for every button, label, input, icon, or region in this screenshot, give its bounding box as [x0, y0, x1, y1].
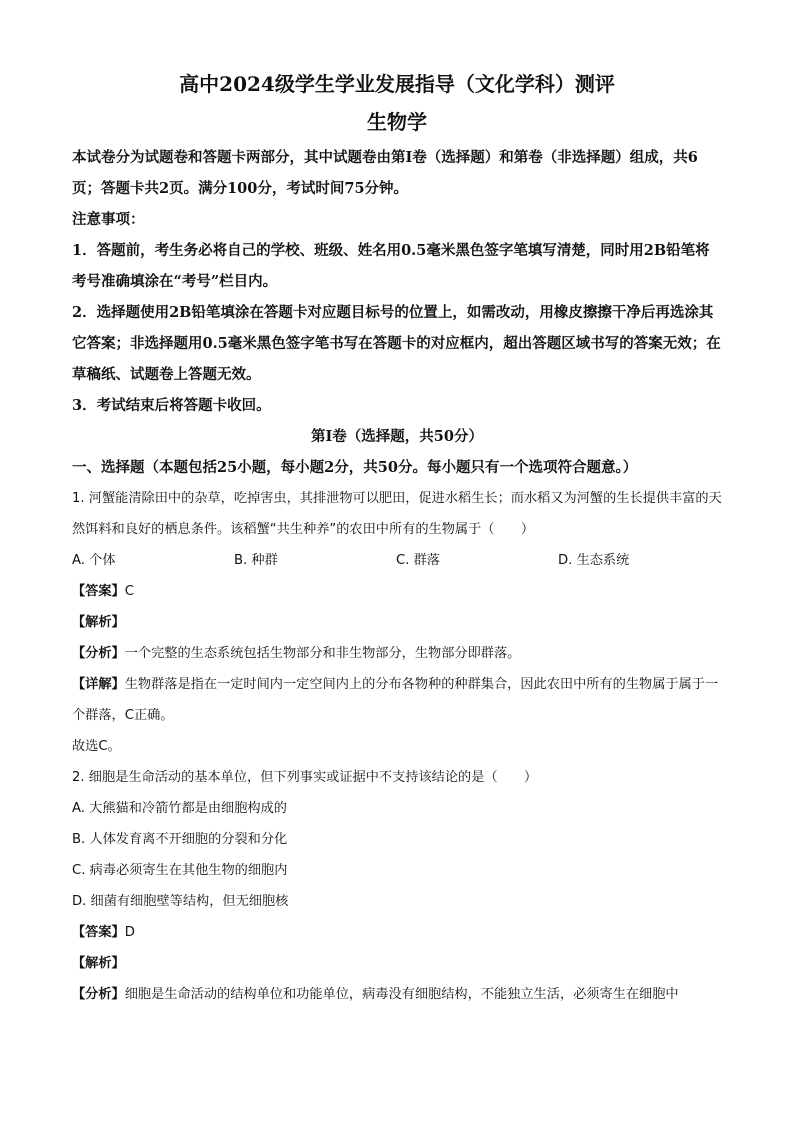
question-1-option-b: B. 种群: [234, 553, 278, 568]
question-1-options: [72, 545, 722, 576]
notice-title: 注意事项：: [72, 211, 145, 228]
question-1-conclusion: 故选C。: [72, 739, 121, 754]
question-1-option-d: D. 生态系统: [558, 553, 630, 568]
fenxi-text: 一个完整的生态系统包括生物部分和非生物部分，生物部分即群落。: [124, 646, 521, 661]
fenxi-label: 【分析】: [72, 987, 125, 1002]
intro-paragraph: 本试卷分为试题卷和答题卡两部分，其中试题卷由第I卷（选择题）和第卷（非选择题）组成，共6页；答题卡共2页。满分100分，考试时间75分钟。: [72, 149, 698, 197]
question-2-fenxi: [72, 979, 722, 1010]
notice-item-1: 1．答题前，考生务必将自己的学校、班级、姓名用0.5毫米黑色签字笔填写清楚，同时用2B铅笔将考号准确填涂在“考号”栏目内。: [72, 242, 710, 290]
question-1-option-c: C. 群落: [396, 553, 440, 568]
question-1-fenxi: [72, 638, 722, 669]
answer-label: 【答案】: [72, 584, 125, 599]
question-2-analysis-label: [72, 948, 722, 979]
section-instruction: 一、选择题（本题包括25小题，每小题2分，共50分。每小题只有一个选项符合题意。）: [72, 459, 638, 476]
question-2-option-c: C. 病毒必须寄生在其他生物的细胞内: [72, 863, 288, 878]
question-1-analysis-label: [72, 607, 722, 638]
analysis-label: 【解析】: [72, 615, 125, 630]
analysis-label: 【解析】: [72, 956, 125, 971]
question-1-stem: 1. 河蟹能清除田中的杂草，吃掉害虫，其排泄物可以肥田，促进水稻生长；而水稻又为河蟹的生长提供丰富的天然饵料和良好的栖息条件。该稻蟹“共生种养”的农田中所有的生物属于（ ）: [72, 491, 722, 537]
question-2-stem: 2. 细胞是生命活动的基本单位，但下列事实或证据中不支持该结论的是（ ）: [72, 770, 538, 785]
answer-value: D: [124, 925, 135, 940]
xiangjie-label: 【详解】: [72, 677, 125, 692]
question-1-answer: [72, 576, 722, 607]
question-2-option-b: B. 人体发育离不开细胞的分裂和分化: [72, 832, 288, 847]
exam-page: [72, 70, 722, 1010]
question-2-answer: [72, 917, 722, 948]
question-1-option-a: A. 个体: [72, 553, 116, 568]
question-1-xiangjie: [72, 669, 722, 731]
answer-value: C: [124, 584, 134, 599]
notice-item-2: 2．选择题使用2B铅笔填涂在答题卡对应题目标号的位置上，如需改动，用橡皮擦擦干净后再选涂其它答案；非选择题用0.5毫米黑色签字笔书写在答题卡的对应框内，超出答题区域书写的答案无效；在草稿纸、试题卷上答题无效。: [72, 304, 721, 383]
exam-title: 高中2024级学生学业发展指导（文化学科）测评: [179, 72, 615, 96]
question-2-option-d: D. 细菌有细胞壁等结构，但无细胞核: [72, 894, 289, 909]
fenxi-text: 细胞是生命活动的结构单位和功能单位，病毒没有细胞结构，不能独立生活，必须寄生在细胞中: [124, 987, 679, 1002]
subject-title: 生物学: [367, 110, 427, 134]
fenxi-label: 【分析】: [72, 646, 125, 661]
answer-label: 【答案】: [72, 925, 125, 940]
question-2-option-a: A. 大熊猫和冷箭竹都是由细胞构成的: [72, 801, 287, 816]
notice-item-3: 3．考试结束后将答题卡收回。: [72, 397, 271, 414]
xiangjie-text: 生物群落是指在一定时间内一定空间内上的分布各物种的种群集合，因此农田中所有的生物属于属于一个群落，C正确。: [72, 677, 719, 723]
section-title: 第I卷（选择题，共50分）: [311, 428, 483, 445]
